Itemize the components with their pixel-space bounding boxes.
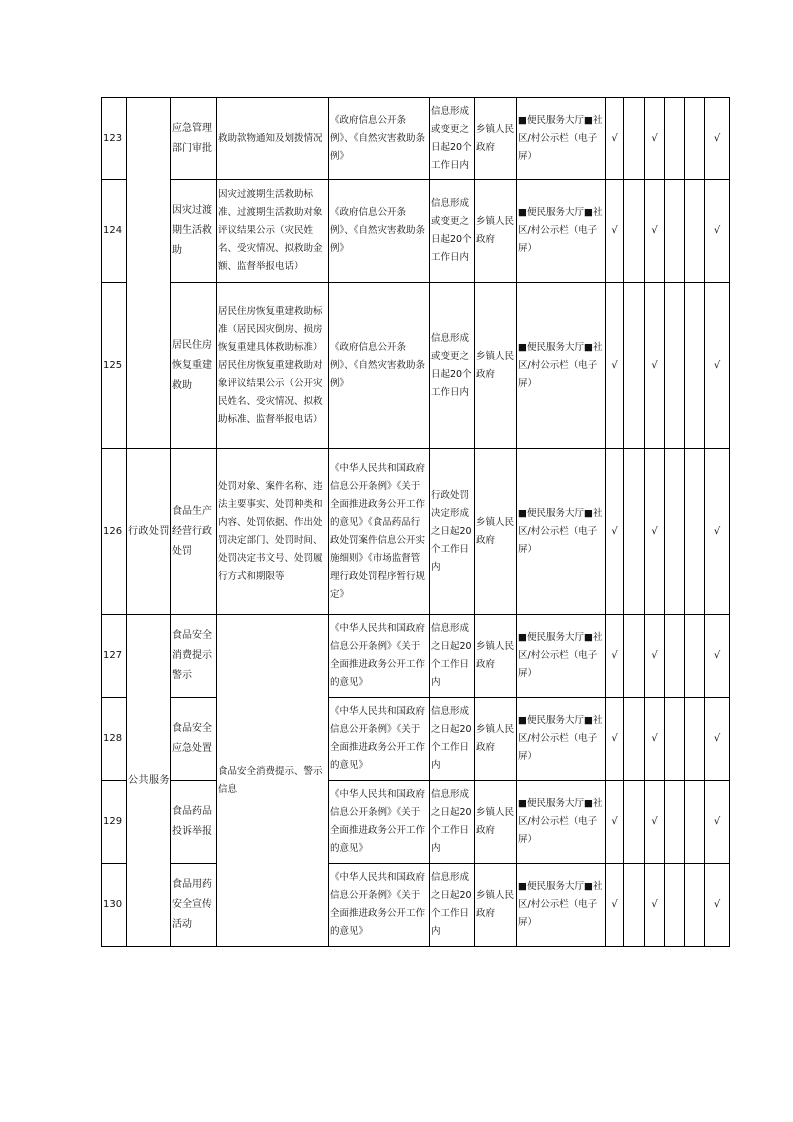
check-mark: √ bbox=[645, 615, 665, 698]
empty-cell bbox=[624, 180, 645, 283]
empty-cell bbox=[685, 864, 705, 947]
table-row bbox=[102, 98, 730, 180]
disclosure-content: 救助款物通知及划拨情况 bbox=[217, 98, 329, 180]
disclosure-subject: 乡镇人民政府 bbox=[475, 864, 517, 947]
item-name: 应急管理部门审批 bbox=[171, 98, 217, 180]
check-mark: √ bbox=[606, 98, 624, 180]
check-mark: √ bbox=[705, 98, 730, 180]
empty-cell bbox=[665, 283, 685, 449]
disclosure-subject: 乡镇人民政府 bbox=[475, 615, 517, 698]
table-row bbox=[102, 781, 730, 864]
item-name: 食品药品投诉举报 bbox=[171, 781, 217, 864]
legal-basis: 《政府信息公开条例》、《自然灾害救助条例》 bbox=[329, 180, 430, 283]
disclosure-content: 食品安全消费提示、警示信息 bbox=[217, 615, 329, 947]
item-name: 因灾过渡期生活救助 bbox=[171, 180, 217, 283]
disclosure-time-limit: 信息形成或变更之日起20个工作日内 bbox=[430, 283, 475, 449]
row-number: 128 bbox=[102, 698, 127, 781]
row-number: 124 bbox=[102, 180, 127, 283]
disclosure-subject: 乡镇人民政府 bbox=[475, 449, 517, 615]
legal-basis: 《政府信息公开条例》、《自然灾害救助条例》 bbox=[329, 283, 430, 449]
disclosure-content: 居民住房恢复重建救助标准（居民因灾倒房、损房恢复重建具体救助标准）居民住房恢复重建救助对象评议结果公示（公开灾民姓名、受灾情况、拟救助标准、监督举报电话） bbox=[217, 283, 329, 449]
check-mark: √ bbox=[645, 180, 665, 283]
check-mark: √ bbox=[606, 180, 624, 283]
empty-cell bbox=[624, 449, 645, 615]
empty-cell bbox=[624, 698, 645, 781]
category-cell: 行政处罚 bbox=[127, 449, 171, 615]
item-name: 食品安全消费提示警示 bbox=[171, 615, 217, 698]
check-mark: √ bbox=[705, 698, 730, 781]
empty-cell bbox=[624, 615, 645, 698]
row-number: 127 bbox=[102, 615, 127, 698]
item-name: 食品生产经营行政处罚 bbox=[171, 449, 217, 615]
empty-cell bbox=[685, 449, 705, 615]
disclosure-subject: 乡镇人民政府 bbox=[475, 180, 517, 283]
legal-basis: 《中华人民共和国政府信息公开条例》《关于全面推进政务公开工作的意见》 bbox=[329, 864, 430, 947]
row-number: 123 bbox=[102, 98, 127, 180]
check-mark: √ bbox=[705, 864, 730, 947]
check-mark: √ bbox=[705, 283, 730, 449]
empty-cell bbox=[665, 449, 685, 615]
disclosure-content: 因灾过渡期生活救助标准、过渡期生活救助对象评议结果公示（灾民姓名、受灾情况、拟救助金额、监督举报电话） bbox=[217, 180, 329, 283]
disclosure-time-limit: 行政处罚决定形成之日起20个工作日内 bbox=[430, 449, 475, 615]
disclosure-subject: 乡镇人民政府 bbox=[475, 698, 517, 781]
check-mark: √ bbox=[645, 98, 665, 180]
disclosure-time-limit: 信息形成之日起20个工作日内 bbox=[430, 615, 475, 698]
empty-cell bbox=[685, 180, 705, 283]
category-cell-empty bbox=[127, 98, 171, 449]
check-mark: √ bbox=[606, 781, 624, 864]
disclosure-time-limit: 信息形成之日起20个工作日内 bbox=[430, 864, 475, 947]
table-row bbox=[102, 615, 730, 698]
empty-cell bbox=[685, 283, 705, 449]
legal-basis: 《中华人民共和国政府信息公开条例》《关于全面推进政务公开工作的意见》 bbox=[329, 698, 430, 781]
category-cell: 公共服务 bbox=[127, 615, 171, 947]
disclosure-content: 处罚对象、案件名称、违法主要事实、处罚种类和内容、处罚依据、作出处罚决定部门、处罚时间、处罚决定书文号、处罚履行方式和期限等 bbox=[217, 449, 329, 615]
empty-cell bbox=[685, 781, 705, 864]
disclosure-subject: 乡镇人民政府 bbox=[475, 781, 517, 864]
empty-cell bbox=[665, 864, 685, 947]
disclosure-time-limit: 信息形成之日起20个工作日内 bbox=[430, 781, 475, 864]
disclosure-channel: ■便民服务大厅■社区/村公示栏（电子屏） bbox=[517, 449, 606, 615]
disclosure-channel: ■便民服务大厅■社区/村公示栏（电子屏） bbox=[517, 615, 606, 698]
check-mark: √ bbox=[645, 698, 665, 781]
empty-cell bbox=[685, 698, 705, 781]
item-name: 居民住房恢复重建救助 bbox=[171, 283, 217, 449]
legal-basis: 《政府信息公开条例》、《自然灾害救助条例》 bbox=[329, 98, 430, 180]
check-mark: √ bbox=[645, 449, 665, 615]
empty-cell bbox=[685, 98, 705, 180]
empty-cell bbox=[624, 283, 645, 449]
check-mark: √ bbox=[606, 283, 624, 449]
table-row bbox=[102, 449, 730, 615]
item-name: 食品安全应急处置 bbox=[171, 698, 217, 781]
check-mark: √ bbox=[705, 449, 730, 615]
row-number: 125 bbox=[102, 283, 127, 449]
empty-cell bbox=[685, 615, 705, 698]
table-row bbox=[102, 864, 730, 947]
item-name: 食品用药安全宣传活动 bbox=[171, 864, 217, 947]
row-number: 126 bbox=[102, 449, 127, 615]
row-number: 130 bbox=[102, 864, 127, 947]
disclosure-time-limit: 信息形成或变更之日起20个工作日内 bbox=[430, 180, 475, 283]
disclosure-channel: ■便民服务大厅■社区/村公示栏（电子屏） bbox=[517, 180, 606, 283]
disclosure-channel: ■便民服务大厅■社区/村公示栏（电子屏） bbox=[517, 864, 606, 947]
row-number: 129 bbox=[102, 781, 127, 864]
empty-cell bbox=[665, 180, 685, 283]
empty-cell bbox=[624, 98, 645, 180]
check-mark: √ bbox=[645, 864, 665, 947]
empty-cell bbox=[665, 615, 685, 698]
check-mark: √ bbox=[606, 698, 624, 781]
table-row bbox=[102, 180, 730, 283]
legal-basis: 《中华人民共和国政府信息公开条例》《关于全面推进政务公开工作的意见》 bbox=[329, 781, 430, 864]
disclosure-table-page bbox=[101, 97, 721, 958]
disclosure-subject: 乡镇人民政府 bbox=[475, 98, 517, 180]
check-mark: √ bbox=[705, 180, 730, 283]
empty-cell bbox=[624, 864, 645, 947]
table-row bbox=[102, 283, 730, 449]
disclosure-channel: ■便民服务大厅■社区/村公示栏（电子屏） bbox=[517, 283, 606, 449]
disclosure-channel: ■便民服务大厅■社区/村公示栏（电子屏） bbox=[517, 781, 606, 864]
disclosure-channel: ■便民服务大厅■社区/村公示栏（电子屏） bbox=[517, 98, 606, 180]
disclosure-time-limit: 信息形成之日起20个工作日内 bbox=[430, 698, 475, 781]
check-mark: √ bbox=[606, 615, 624, 698]
check-mark: √ bbox=[606, 864, 624, 947]
disclosure-table bbox=[101, 97, 730, 947]
legal-basis: 《中华人民共和国政府信息公开条例》《关于全面推进政务公开工作的意见》 bbox=[329, 615, 430, 698]
check-mark: √ bbox=[645, 283, 665, 449]
disclosure-time-limit: 信息形成或变更之日起20个工作日内 bbox=[430, 98, 475, 180]
check-mark: √ bbox=[645, 781, 665, 864]
check-mark: √ bbox=[705, 615, 730, 698]
legal-basis: 《中华人民共和国政府信息公开条例》《关于全面推进政务公开工作的意见》《食品药品行政处罚案件信息公开实施细则》《市场监督管理行政处罚程序暂行规定》 bbox=[329, 449, 430, 615]
empty-cell bbox=[665, 781, 685, 864]
empty-cell bbox=[624, 781, 645, 864]
table-row bbox=[102, 698, 730, 781]
check-mark: √ bbox=[606, 449, 624, 615]
check-mark: √ bbox=[705, 781, 730, 864]
empty-cell bbox=[665, 98, 685, 180]
disclosure-subject: 乡镇人民政府 bbox=[475, 283, 517, 449]
empty-cell bbox=[665, 698, 685, 781]
disclosure-channel: ■便民服务大厅■社区/村公示栏（电子屏） bbox=[517, 698, 606, 781]
